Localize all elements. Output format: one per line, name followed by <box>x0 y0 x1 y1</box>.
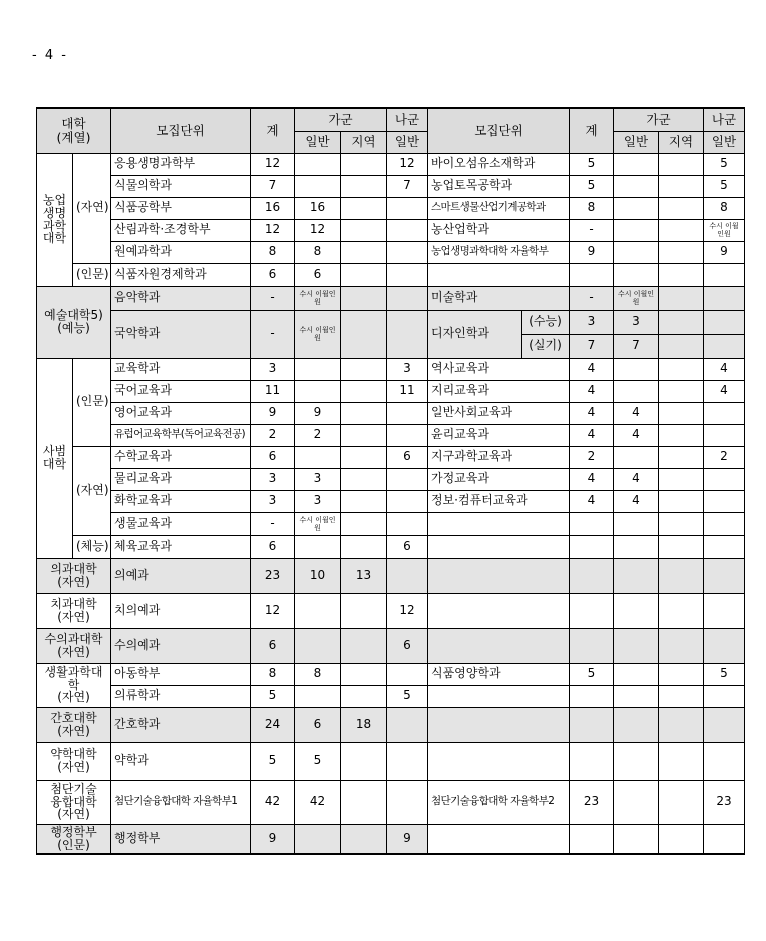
ga-general-2: 4 <box>614 424 659 446</box>
total-2: 4 <box>570 468 614 490</box>
unit-name-2: 지구과학교육과 <box>428 446 570 468</box>
carryover-note: 수시 이월인원 <box>295 286 341 310</box>
na-general <box>387 197 428 219</box>
ga-general-2 <box>614 219 659 241</box>
unit-name: 영어교육과 <box>111 402 251 424</box>
ga-regional <box>341 628 387 663</box>
empty-cell <box>387 512 428 535</box>
empty-cell <box>704 535 745 558</box>
na-general-2: 8 <box>704 197 745 219</box>
total-2: 7 <box>570 334 614 358</box>
na-general: 7 <box>387 175 428 197</box>
college-dent: 치과대학 (자연) <box>37 593 111 628</box>
header-general-na: 일반 <box>387 131 428 153</box>
header-na-2: 나군 <box>704 108 745 131</box>
track-nat: (자연) <box>73 446 111 535</box>
total-2 <box>570 263 614 286</box>
ga-general: 12 <box>295 219 341 241</box>
empty-cell <box>614 685 659 707</box>
total: 12 <box>251 593 295 628</box>
na-general <box>387 263 428 286</box>
empty-cell <box>614 742 659 780</box>
na-general <box>387 490 428 512</box>
empty-cell <box>614 558 659 593</box>
unit-name-2: 역사교육과 <box>428 358 570 380</box>
unit-name: 치의예과 <box>111 593 251 628</box>
empty-cell <box>659 707 704 742</box>
empty-cell <box>341 286 387 310</box>
unit-name-2: 미술학과 <box>428 286 570 310</box>
empty-cell <box>659 535 704 558</box>
empty-cell <box>570 628 614 663</box>
total: - <box>251 310 295 358</box>
unit-name-2: 농산업학과 <box>428 219 570 241</box>
admission-quota-table <box>36 107 745 855</box>
ga-general <box>295 593 341 628</box>
empty-cell <box>659 286 704 310</box>
ga-general-2 <box>614 197 659 219</box>
unit-name: 체육교육과 <box>111 535 251 558</box>
ga-regional <box>341 593 387 628</box>
header-unit: 모집단위 <box>111 108 251 153</box>
total: - <box>251 286 295 310</box>
header-total: 계 <box>251 108 295 153</box>
ga-regional: 18 <box>341 707 387 742</box>
empty-cell <box>659 628 704 663</box>
ga-general-2: 7 <box>614 334 659 358</box>
college-arts: 예술대학5) (예능) <box>37 286 111 358</box>
na-general-2: 4 <box>704 380 745 402</box>
ga-regional <box>341 824 387 854</box>
unit-name-2: 윤리교육과 <box>428 424 570 446</box>
ga-general: 3 <box>295 490 341 512</box>
unit-name: 응용생명과학부 <box>111 153 251 175</box>
na-general-2: 23 <box>704 780 745 824</box>
unit-name-2: 일반사회교육과 <box>428 402 570 424</box>
college-agri: 농업 생명 과학 대학 <box>37 153 73 286</box>
empty-cell <box>659 334 704 358</box>
track-hum: (인문) <box>73 263 111 286</box>
empty-cell <box>704 593 745 628</box>
empty-cell <box>428 558 570 593</box>
ga-general <box>295 628 341 663</box>
ga-general-2 <box>614 446 659 468</box>
ga-regional: 13 <box>341 558 387 593</box>
unit-name-2: 농업토목공학과 <box>428 175 570 197</box>
na-general-2 <box>704 490 745 512</box>
unit-name-2: 지리교육과 <box>428 380 570 402</box>
ga-regional <box>341 219 387 241</box>
na-general: 5 <box>387 685 428 707</box>
ga-general-2: 3 <box>614 310 659 334</box>
na-general-2: 2 <box>704 446 745 468</box>
empty-cell <box>570 685 614 707</box>
unit-name: 원예과학과 <box>111 241 251 263</box>
header-ga: 가군 <box>295 108 387 131</box>
ga-general-2 <box>614 175 659 197</box>
unit-name: 간호학과 <box>111 707 251 742</box>
empty-cell <box>704 742 745 780</box>
total: 6 <box>251 446 295 468</box>
empty-cell <box>428 707 570 742</box>
unit-name-2: 디자인학과 <box>428 310 522 358</box>
unit-name-2: 첨단기술융합대학 자율학부2 <box>428 780 570 824</box>
na-general: 11 <box>387 380 428 402</box>
unit-name: 음악학과 <box>111 286 251 310</box>
empty-cell <box>614 593 659 628</box>
unit-name: 물리교육과 <box>111 468 251 490</box>
ga-general-2: 4 <box>614 468 659 490</box>
college-pharm: 약학대학 (자연) <box>37 742 111 780</box>
page-number: - 4 - <box>32 48 68 63</box>
carryover-note: 수시 이월인원 <box>614 286 659 310</box>
sub-track-exam: (수능) <box>522 310 570 334</box>
na-general <box>387 241 428 263</box>
empty-cell <box>428 512 570 535</box>
empty-cell <box>428 685 570 707</box>
total-2: 5 <box>570 175 614 197</box>
empty-cell <box>387 310 428 358</box>
unit-name: 아동학부 <box>111 663 251 685</box>
ga-general: 8 <box>295 663 341 685</box>
empty-cell <box>659 824 704 854</box>
total-2: 5 <box>570 663 614 685</box>
na-general-2 <box>704 402 745 424</box>
empty-cell <box>428 628 570 663</box>
sub-track-practical: (실기) <box>522 334 570 358</box>
empty-cell <box>570 558 614 593</box>
ga-general: 42 <box>295 780 341 824</box>
empty-cell <box>614 824 659 854</box>
total: 9 <box>251 824 295 854</box>
unit-name: 국악학과 <box>111 310 251 358</box>
ga-regional <box>341 468 387 490</box>
empty-cell <box>659 310 704 334</box>
total: 16 <box>251 197 295 219</box>
college-admin: 행정학부 (인문) <box>37 824 111 854</box>
college-conv: 첨단기술 융합대학 (자연) <box>37 780 111 824</box>
unit-name: 교육학과 <box>111 358 251 380</box>
ga-general-2: 4 <box>614 402 659 424</box>
total-2: 5 <box>570 153 614 175</box>
empty-cell <box>659 512 704 535</box>
total-2: 4 <box>570 490 614 512</box>
empty-cell <box>614 707 659 742</box>
empty-cell <box>704 286 745 310</box>
unit-name-2: 스마트생물산업기계공학과 <box>428 197 570 219</box>
ga-general: 9 <box>295 402 341 424</box>
empty-cell <box>341 310 387 358</box>
college-life: 생활과학대학 (자연) <box>37 663 111 707</box>
total: 3 <box>251 468 295 490</box>
empty-cell <box>614 535 659 558</box>
ga-regional <box>341 535 387 558</box>
total-2: 4 <box>570 424 614 446</box>
ga-general-2 <box>614 380 659 402</box>
na-general-2 <box>704 424 745 446</box>
ga-regional-2 <box>659 263 704 286</box>
total: 2 <box>251 424 295 446</box>
header-total-2: 계 <box>570 108 614 153</box>
ga-regional-2 <box>659 663 704 685</box>
empty-cell <box>659 558 704 593</box>
total-2: 9 <box>570 241 614 263</box>
ga-regional-2 <box>659 175 704 197</box>
na-general <box>387 780 428 824</box>
na-general-2 <box>704 263 745 286</box>
total-2: - <box>570 286 614 310</box>
na-general <box>387 707 428 742</box>
unit-name: 행정학부 <box>111 824 251 854</box>
unit-name: 산림과학·조경학부 <box>111 219 251 241</box>
ga-general-2 <box>614 241 659 263</box>
ga-general-2 <box>614 263 659 286</box>
empty-cell <box>659 742 704 780</box>
ga-regional-2 <box>659 446 704 468</box>
total-2: - <box>570 219 614 241</box>
track-pe: (체능) <box>73 535 111 558</box>
ga-regional-2 <box>659 490 704 512</box>
total-2: 3 <box>570 310 614 334</box>
na-general: 3 <box>387 358 428 380</box>
unit-name: 의류학과 <box>111 685 251 707</box>
na-general <box>387 468 428 490</box>
college-edu: 사범 대학 <box>37 358 73 558</box>
na-general-2: 5 <box>704 153 745 175</box>
na-general: 9 <box>387 824 428 854</box>
total: 8 <box>251 663 295 685</box>
carryover-note: 수시 이월인원 <box>295 310 341 358</box>
unit-name-2: 농업생명과학대학 자율학부 <box>428 241 570 263</box>
ga-regional <box>341 742 387 780</box>
ga-general: 6 <box>295 263 341 286</box>
ga-regional-2 <box>659 153 704 175</box>
empty-cell <box>570 824 614 854</box>
empty-cell <box>704 512 745 535</box>
ga-general: 3 <box>295 468 341 490</box>
ga-regional-2 <box>659 424 704 446</box>
total: - <box>251 512 295 535</box>
empty-cell <box>570 593 614 628</box>
ga-general <box>295 446 341 468</box>
unit-name: 수학교육과 <box>111 446 251 468</box>
ga-regional <box>341 663 387 685</box>
ga-general <box>295 685 341 707</box>
unit-name: 의예과 <box>111 558 251 593</box>
unit-name: 약학과 <box>111 742 251 780</box>
college-nurse: 간호대학 (자연) <box>37 707 111 742</box>
total: 6 <box>251 263 295 286</box>
empty-cell <box>704 685 745 707</box>
total-2: 4 <box>570 402 614 424</box>
na-general <box>387 424 428 446</box>
ga-regional-2 <box>659 219 704 241</box>
ga-general <box>295 380 341 402</box>
ga-regional <box>341 424 387 446</box>
empty-cell <box>341 512 387 535</box>
na-general: 6 <box>387 446 428 468</box>
header-ga-2: 가군 <box>614 108 704 131</box>
total-2: 8 <box>570 197 614 219</box>
empty-cell <box>428 742 570 780</box>
na-general <box>387 402 428 424</box>
track-nat: (자연) <box>73 153 111 263</box>
total: 3 <box>251 358 295 380</box>
ga-general <box>295 153 341 175</box>
ga-general <box>295 175 341 197</box>
header-general: 일반 <box>295 131 341 153</box>
total: 5 <box>251 685 295 707</box>
ga-regional <box>341 197 387 219</box>
ga-general <box>295 535 341 558</box>
college-vet: 수의과대학 (자연) <box>37 628 111 663</box>
ga-regional <box>341 358 387 380</box>
unit-name: 생물교육과 <box>111 512 251 535</box>
ga-general <box>295 358 341 380</box>
unit-name-2 <box>428 263 570 286</box>
total-2: 2 <box>570 446 614 468</box>
ga-general-2 <box>614 663 659 685</box>
na-general-2: 9 <box>704 241 745 263</box>
empty-cell <box>428 593 570 628</box>
ga-general: 8 <box>295 241 341 263</box>
ga-general: 16 <box>295 197 341 219</box>
empty-cell <box>704 334 745 358</box>
total: 24 <box>251 707 295 742</box>
carryover-note: 수시 이월인원 <box>704 219 745 241</box>
ga-regional <box>341 380 387 402</box>
ga-regional <box>341 175 387 197</box>
header-college: 대학 (계열) <box>37 108 111 153</box>
unit-name: 화학교육과 <box>111 490 251 512</box>
na-general <box>387 558 428 593</box>
empty-cell <box>387 286 428 310</box>
total: 3 <box>251 490 295 512</box>
ga-regional-2 <box>659 402 704 424</box>
unit-name: 수의예과 <box>111 628 251 663</box>
ga-general: 5 <box>295 742 341 780</box>
ga-regional <box>341 241 387 263</box>
empty-cell <box>659 593 704 628</box>
total: 12 <box>251 219 295 241</box>
na-general-2: 5 <box>704 175 745 197</box>
total: 5 <box>251 742 295 780</box>
total-2: 23 <box>570 780 614 824</box>
empty-cell <box>704 824 745 854</box>
total: 8 <box>251 241 295 263</box>
empty-cell <box>570 742 614 780</box>
unit-name-2: 바이오섬유소재학과 <box>428 153 570 175</box>
ga-general <box>295 824 341 854</box>
unit-name: 식품공학부 <box>111 197 251 219</box>
empty-cell <box>570 535 614 558</box>
empty-cell <box>570 707 614 742</box>
na-general: 6 <box>387 535 428 558</box>
unit-name-2: 가정교육과 <box>428 468 570 490</box>
header-na: 나군 <box>387 108 428 131</box>
total-2: 4 <box>570 358 614 380</box>
unit-name: 식품자원경제학과 <box>111 263 251 286</box>
empty-cell <box>704 707 745 742</box>
ga-general-2 <box>614 358 659 380</box>
ga-general: 10 <box>295 558 341 593</box>
ga-regional <box>341 153 387 175</box>
ga-general-2 <box>614 153 659 175</box>
unit-name: 식물의학과 <box>111 175 251 197</box>
na-general-2: 4 <box>704 358 745 380</box>
empty-cell <box>614 512 659 535</box>
ga-regional <box>341 490 387 512</box>
ga-regional-2 <box>659 358 704 380</box>
empty-cell <box>659 685 704 707</box>
total: 6 <box>251 535 295 558</box>
total: 12 <box>251 153 295 175</box>
na-general-2: 5 <box>704 663 745 685</box>
empty-cell <box>428 535 570 558</box>
college-med: 의과대학 (자연) <box>37 558 111 593</box>
empty-cell <box>570 512 614 535</box>
ga-regional <box>341 780 387 824</box>
ga-general-2 <box>614 780 659 824</box>
header-regional: 지역 <box>341 131 387 153</box>
na-general: 12 <box>387 593 428 628</box>
ga-regional <box>341 685 387 707</box>
empty-cell <box>704 310 745 334</box>
unit-name: 유럽어교육학부(독어교육전공) <box>111 424 251 446</box>
ga-general-2: 4 <box>614 490 659 512</box>
total: 7 <box>251 175 295 197</box>
ga-regional-2 <box>659 780 704 824</box>
total: 42 <box>251 780 295 824</box>
na-general <box>387 219 428 241</box>
unit-name-2: 정보·컴퓨터교육과 <box>428 490 570 512</box>
total: 6 <box>251 628 295 663</box>
ga-regional <box>341 263 387 286</box>
na-general-2 <box>704 468 745 490</box>
header-unit-2: 모집단위 <box>428 108 570 153</box>
track-hum: (인문) <box>73 358 111 446</box>
empty-cell <box>704 558 745 593</box>
na-general <box>387 663 428 685</box>
ga-regional-2 <box>659 380 704 402</box>
carryover-note: 수시 이월인원 <box>295 512 341 535</box>
na-general: 12 <box>387 153 428 175</box>
header-regional-2: 지역 <box>659 131 704 153</box>
total-2: 4 <box>570 380 614 402</box>
ga-regional-2 <box>659 468 704 490</box>
total: 11 <box>251 380 295 402</box>
unit-name: 국어교육과 <box>111 380 251 402</box>
ga-regional <box>341 402 387 424</box>
ga-regional <box>341 446 387 468</box>
ga-general: 6 <box>295 707 341 742</box>
empty-cell <box>704 628 745 663</box>
na-general <box>387 742 428 780</box>
unit-name: 첨단기술융합대학 자율학부1 <box>111 780 251 824</box>
unit-name-2: 식품영양학과 <box>428 663 570 685</box>
na-general: 6 <box>387 628 428 663</box>
ga-regional-2 <box>659 241 704 263</box>
total: 23 <box>251 558 295 593</box>
empty-cell <box>614 628 659 663</box>
header-general-2: 일반 <box>614 131 659 153</box>
empty-cell <box>428 824 570 854</box>
header-general-na-2: 일반 <box>704 131 745 153</box>
total: 9 <box>251 402 295 424</box>
ga-general: 2 <box>295 424 341 446</box>
ga-regional-2 <box>659 197 704 219</box>
